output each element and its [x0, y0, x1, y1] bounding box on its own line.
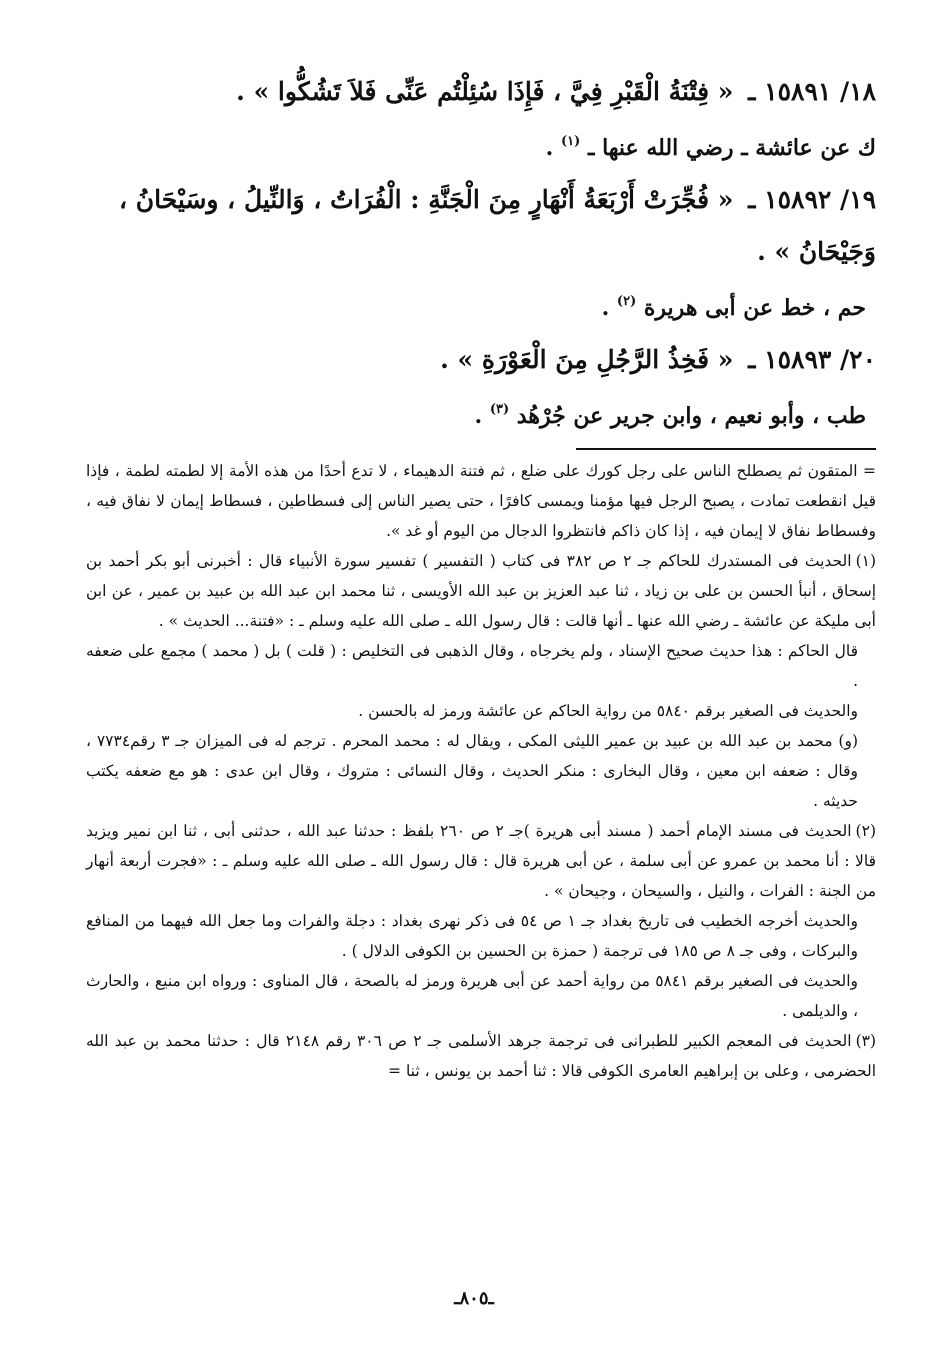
- footnote-text: (و) محمد بن عبد الله بن عبيد بن عمير الليثى المكى ، ويقال له : محمد المحرم . ترجم له فى الميزان جـ ٣ رقم٧٧٣٤ ، وقال : ضعفه ابن معين ، وقال البخارى : منكر الحديث ، وقال النسائى : متروك ، وقال ابن عدى : هو مع ضعفه يكتب حديثه .: [86, 732, 859, 810]
- footnote-text: الحديث فى المستدرك للحاكم جـ ٢ ص ٣٨٢ فى كتاب ( التفسير ) تفسير سورة الأنبياء قال : أخبرنى أبو بكر أحمد بن إسحاق ، أنبأ الحسن بن على بن زياد ، ثنا عبد العزيز بن عبد الله الأويسى ، ثنا محمد ابن عبد الله بن عبيد بن عمير ، عن ابن أبى مليكة عن عائشة ـ رضي الله عنها ـ أنها قالت : قال رسول الله ـ صلى الله عليه وسلم ـ : «فتنة... الحديث » .: [86, 552, 876, 630]
- footnote-2: [86, 816, 876, 906]
- page-number: ـ٨٠٥ـ: [454, 1288, 494, 1309]
- footnote-ref: (٣): [489, 402, 510, 417]
- hadith-block: [86, 66, 876, 440]
- footnote-ref: (١): [561, 134, 581, 149]
- footnote-paragraph: [86, 966, 876, 1026]
- hadith-number: ١٨/ ١٥٨٩١ ـ: [748, 77, 876, 106]
- footnote-paragraph: [86, 726, 876, 816]
- footnote-paragraph: [86, 696, 876, 726]
- footnote-text: قال الحاكم : هذا حديث صحيح الإسناد ، ولم يخرجاه ، وقال الذهبى فى التخليص : ( قلت ) بل ( محمد ) مجمع على ضعفه .: [86, 642, 858, 690]
- footnote-number: (١): [855, 552, 877, 570]
- footnote-text: والحديث فى الصغير برقم ٥٨٤٠ من رواية الحاكم عن عائشة ورمز له بالحسن .: [358, 702, 858, 720]
- hadith-source: [86, 118, 876, 172]
- source-text: حم ، خط عن أبى هريرة: [643, 295, 866, 321]
- page-body: [86, 66, 876, 1086]
- footnote-1: [86, 546, 876, 636]
- hadith-number: ٢٠/ ١٥٨٩٣ ـ: [748, 345, 876, 374]
- source-end: .: [474, 403, 483, 429]
- source-end: .: [545, 135, 554, 161]
- footnote-paragraph: [86, 636, 876, 696]
- hadith-text: « فَخِذُ الرَّجُلِ مِنَ الْعَوْرَةِ » .: [440, 345, 734, 374]
- footnote-ref: (٢): [616, 294, 637, 309]
- hadith-text: « فِتْنَةُ الْقَبْرِ فِيَّ ، فَإِذَا سُئِلْتُم عَنِّى فَلاَ تَشُكُّوا » .: [236, 77, 734, 106]
- hadith-source: [86, 386, 876, 440]
- source-end: .: [601, 295, 610, 321]
- source-text: ك عن عائشة ـ رضي الله عنها ـ: [587, 135, 876, 161]
- footnote-text: والحديث أخرجه الخطيب فى تاريخ بغداد جـ ١ ص ٥٤ فى ذكر نهرى بغداد : دجلة والفرات وما جعل الله فيهما من المنافع والبركات ، وفى جـ ٨ ص ١٨٥ فى ترجمة ( حمزة بن الحسين بن الكوفى الدلال ) .: [86, 912, 858, 960]
- footnote-divider: [576, 448, 876, 450]
- hadith-text: « فُجِّرَتْ أَرْبَعَةُ أَنْهَارٍ مِنَ الْجَنَّةِ : الْفُرَاتُ ، وَالنِّيلُ ، وسَيْحَانُ ، وَجَيْحَانُ » .: [119, 185, 876, 266]
- footnotes: [86, 456, 876, 1086]
- footnote-text: والحديث فى الصغير برقم ٥٨٤١ من رواية أحمد عن أبى هريرة ورمز له بالصحة ، قال المناوى : ورواه ابن منيع ، والحارث ، والديلمى .: [86, 972, 858, 1020]
- hadith-entry: [86, 174, 876, 278]
- hadith-entry: [86, 334, 876, 386]
- footnote-text: الحديث فى مسند الإمام أحمد ( مسند أبى هريرة )جـ ٢ ص ٢٦٠ بلفظ : حدثنا عبد الله ، حدثنى أبى ، ثنا ابن نمير ويزيد قالا : أنا محمد بن عمرو عن أبى سلمة ، عن أبى هريرة قال : قال رسول الله ـ صلى الله عليه وسلم ـ : «فجرت أربعة أنهار من الجنة : الفرات ، والنيل ، والسيحان ، وجيحان » .: [86, 822, 876, 900]
- footnote-number: (٢): [855, 822, 876, 840]
- hadith-entry: [86, 66, 876, 118]
- footnote-3: [86, 1026, 876, 1086]
- footnote-number: (٣): [855, 1032, 877, 1050]
- footnote-text: الحديث فى المعجم الكبير للطبرانى فى ترجمة جرهد الأسلمى جـ ٢ ص ٣٠٦ رقم ٢١٤٨ قال : حدثنا محمد بن عبد الله الحضرمى ، وعلى بن إبراهيم العامرى الكوفى قالا : ثنا أحمد بن يونس ، ثنا =: [86, 1032, 876, 1080]
- footnote-continuation: [86, 456, 876, 546]
- hadith-number: ١٩/ ١٥٨٩٢ ـ: [748, 185, 876, 214]
- footnote-paragraph: [86, 906, 876, 966]
- footnote-text: = المتقون ثم يصطلح الناس على رجل كورك على ضلع ، ثم فتنة الدهيماء ، لا تدع أحدًا من هذه الأمة إلا لطمته لطمة ، فإذا قيل انقطعت تمادت ، يصبح الرجل فيها مؤمنا ويمسى كافرًا ، حتى يصير الناس إلى فسطاطين ، فسطاط إيمان لا نفاق فيه ، وفسطاط نفاق لا إيمان فيه ، إذا كان ذاكم فانتظروا الدجال من اليوم أو غد ».: [86, 462, 876, 540]
- source-text: طب ، وأبو نعيم ، وابن جرير عن جُرْهُد: [516, 403, 866, 429]
- hadith-source: [86, 278, 876, 332]
